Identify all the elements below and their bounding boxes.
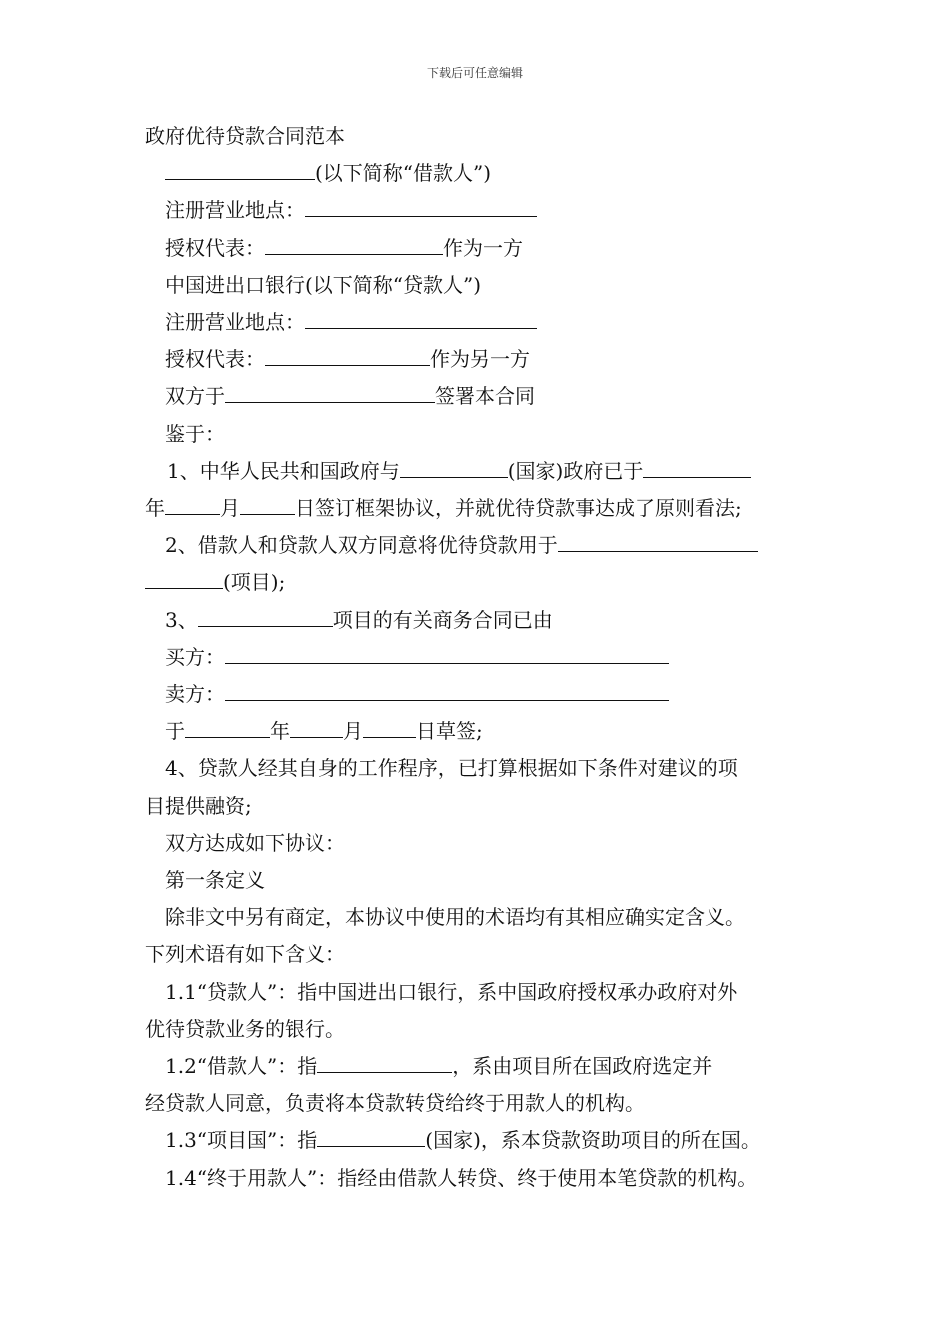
blank-field <box>400 459 508 478</box>
blank-field <box>265 347 430 366</box>
definitions-intro: 除非文中另有商定，本协议中使用的术语均有其相应确实定含义。 <box>165 905 745 930</box>
blank-field <box>305 310 537 329</box>
whereas-heading: 鉴于： <box>165 421 225 446</box>
blank-field <box>165 496 220 515</box>
lender-rep-line: 授权代表： 作为另一方 <box>165 347 530 372</box>
blank-field <box>317 1128 425 1147</box>
definitions-intro-cont: 下列术语有如下含义： <box>145 942 345 967</box>
blank-field <box>317 1054 452 1073</box>
definition-1-1-cont: 优待贷款业务的银行。 <box>145 1016 345 1041</box>
recital-1-line: 1、中华人民共和国政府与 (国家)政府已于 <box>145 453 825 490</box>
seller-line: 卖方： <box>145 676 825 713</box>
document-title: 政府优待贷款合同范本 <box>145 124 345 148</box>
definition-1-2: 1.2“借款人”：指 ，系由项目所在国政府选定并 <box>165 1054 713 1079</box>
recital-2-line: 2、借款人和贷款人双方同意将优待贷款用于 <box>145 527 825 564</box>
blank-field <box>145 570 223 589</box>
blank-field <box>198 608 333 627</box>
blank-field <box>643 459 751 478</box>
article-1-heading: 第一条定义 <box>165 868 265 893</box>
document-body <box>145 118 825 1197</box>
lender-address-line: 注册营业地点： <box>145 304 825 341</box>
blank-field <box>165 161 315 180</box>
definition-1-4: 1.4“终于用款人”：指经由借款人转贷、终于使用本笔贷款的机构。 <box>165 1165 758 1190</box>
recital-4-cont: 目提供融资; <box>145 793 252 818</box>
blank-field <box>225 384 435 403</box>
borrower-rep-line: 授权代表： 作为一方 <box>165 235 523 260</box>
agreement-line: 双方达成如下协议： <box>165 830 345 855</box>
blank-field <box>363 719 416 738</box>
initial-date-line: 于 年 月 日草签; <box>165 719 483 744</box>
definition-1-3: 1.3“项目国”：指 (国家)，系本贷款资助项目的所在国。 <box>165 1128 761 1153</box>
blank-field <box>558 533 758 552</box>
recital-1-cont: 年 月 日签订框架协议，并就优待贷款事达成了原则看法; <box>145 496 742 521</box>
lender-line: 中国进出口银行(以下简称“贷款人”) <box>165 272 482 297</box>
definition-1-2-cont: 经贷款人同意，负责将本贷款转贷给终于用款人的机构。 <box>145 1091 645 1116</box>
blank-field <box>265 236 443 255</box>
borrower-address-line: 注册营业地点： <box>145 192 825 229</box>
buyer-line: 买方： <box>145 639 825 676</box>
definition-1-1: 1.1“贷款人”：指中国进出口银行，系中国政府授权承办政府对外 <box>165 979 738 1004</box>
recital-3-line: 3、 项目的有关商务合同已由 <box>165 607 553 632</box>
blank-field <box>305 198 537 217</box>
blank-field <box>290 719 343 738</box>
signing-line: 双方于 签署本合同 <box>165 384 535 409</box>
recital-2-cont: (项目); <box>145 564 825 601</box>
blank-field <box>225 645 669 664</box>
page-header: 下载后可任意编辑 <box>426 66 523 80</box>
blank-field <box>225 682 669 701</box>
blank-field <box>185 719 270 738</box>
recital-4-line: 4、贷款人经其自身的工作程序，已打算根据如下条件对建议的项 <box>165 756 738 781</box>
borrower-line: (以下简称“借款人”) <box>145 155 825 192</box>
blank-field <box>240 496 295 515</box>
